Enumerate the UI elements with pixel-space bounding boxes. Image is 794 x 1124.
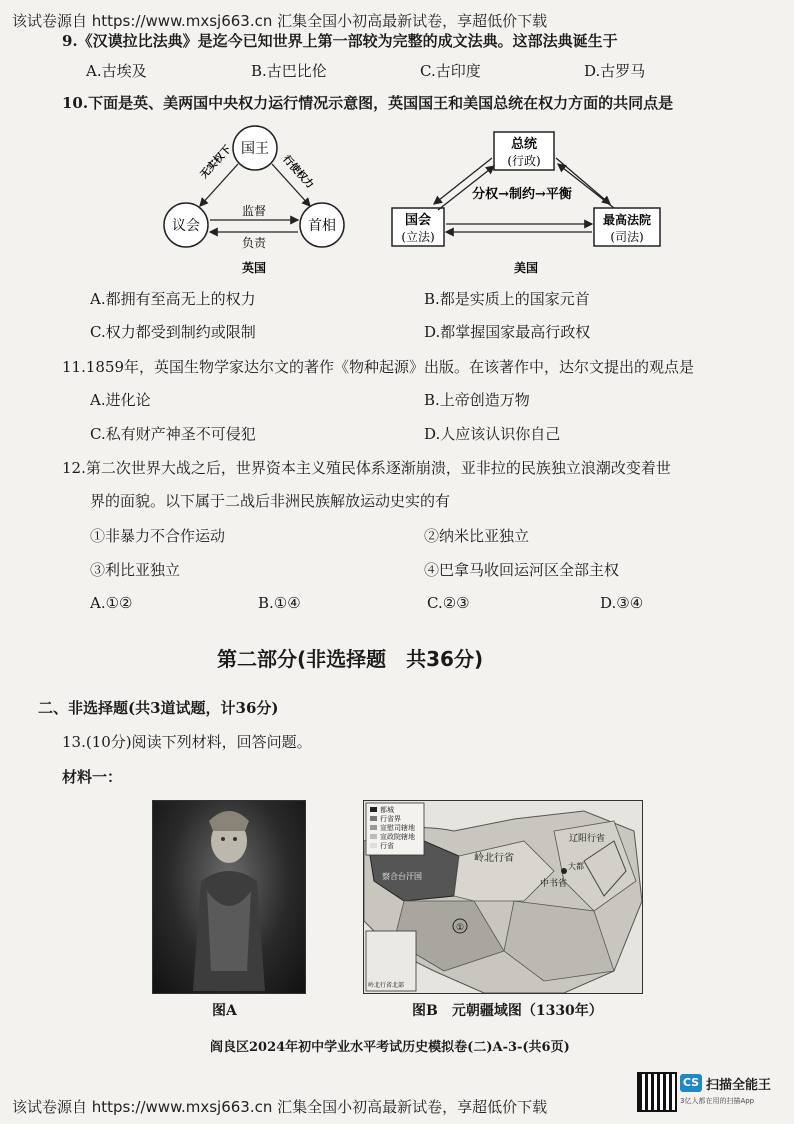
material-1-label: 材料一： [62, 768, 123, 786]
q9-option-c: C.古印度 [420, 62, 481, 80]
q12-option-c: C.②③ [427, 594, 470, 612]
us-caption: 美国 [513, 261, 539, 275]
q10-stem: 10.下面是英、美两国中央权力运行情况示意图，英国国王和美国总统在权力方面的共同点是 [62, 94, 674, 112]
q12-option-d: D.③④ [600, 594, 644, 612]
uk-left-arrow-label: 无实权下 [198, 143, 234, 181]
map-label-circle-1: ① [456, 923, 465, 933]
watermark-top: 该试卷源自 https://www.mxsj663.cn 汇集全国小初高最新试卷，享超低价下载 [12, 12, 548, 30]
q12-item-2: ②纳米比亚独立 [424, 527, 530, 545]
q12-option-a: A.①② [90, 594, 133, 612]
map-label-chagatai: 察合台汗国 [382, 872, 422, 881]
q10-option-d: D.都掌握国家最高行政权 [424, 323, 591, 341]
us-president: 总统 [510, 137, 538, 152]
part2-title: 第二部分(非选择题 共36分) [217, 647, 484, 671]
q9-option-a: A.古埃及 [86, 62, 147, 80]
q12-item-1: ①非暴力不合作运动 [90, 527, 226, 545]
q12-option-b: B.①④ [258, 594, 301, 612]
scanner-app-name: 扫描全能王 [706, 1078, 772, 1093]
statue-illustration [153, 801, 305, 993]
uk-responsible-label: 负责 [241, 236, 267, 250]
uk-power-diagram [150, 120, 360, 280]
figure-b-caption: 图B 元朝疆域图（1330年） [412, 1003, 603, 1019]
scanner-tagline: 3亿人都在用的扫描App [680, 1097, 755, 1105]
map-label-inset: 岭北行省北部 [368, 982, 405, 989]
q12-item-4: ④巴拿马收回运河区全部主权 [424, 561, 620, 579]
uk-king: 国王 [241, 141, 269, 157]
q9-option-b: B.古巴比伦 [251, 62, 327, 80]
uk-supervise-label: 监督 [241, 204, 267, 218]
section-2-heading: 二、非选择题(共3道试题，计36分) [38, 699, 279, 717]
figure-a-photo [152, 800, 306, 994]
us-court: 最高法院 [602, 213, 652, 227]
legend-province: 行省 [380, 842, 394, 850]
scanner-logo-icon: CS [680, 1074, 702, 1092]
q10-option-c: C.权力都受到制约或限制 [90, 323, 256, 341]
map-label-liaoyang: 辽阳行省 [569, 834, 606, 844]
q11-option-d: D.人应该认识你自己 [424, 425, 561, 443]
q9-option-d: D.古罗马 [584, 62, 646, 80]
q11-option-b: B.上帝创造万物 [424, 391, 530, 409]
uk-pm: 首相 [308, 218, 336, 234]
q11-option-c: C.私有财产神圣不可侵犯 [90, 425, 256, 443]
us-power-diagram [388, 128, 668, 280]
q10-option-b: B.都是实质上的国家元首 [424, 290, 590, 308]
map-label-zhongshu: 中书省 [540, 879, 568, 889]
legend-capital: 都城 [380, 806, 394, 814]
watermark-bottom: 该试卷源自 https://www.mxsj663.cn 汇集全国小初高最新试卷，享超低价下载 [12, 1098, 548, 1116]
q11-option-a: A.进化论 [90, 391, 151, 409]
q12-stem-line1: 12.第二次世界大战之后，世界资本主义殖民体系逐渐崩溃，亚非拉的民族独立浪潮改变着世 [62, 459, 671, 477]
us-court-sub: (司法) [610, 230, 644, 244]
legend-xuanwei: 宣慰司辖地 [380, 824, 415, 832]
figure-a-caption: 图A [212, 1003, 237, 1019]
q9-stem: 9.《汉谟拉比法典》是迄今已知世界上第一部较为完整的成文法典。这部法典诞生于 [62, 32, 618, 50]
us-president-sub: (行政) [507, 154, 541, 168]
map-label-lingbei: 岭北行省 [474, 853, 514, 864]
legend-xuanzheng: 宣政院辖地 [380, 833, 415, 841]
q12-item-3: ③利比亚独立 [90, 561, 181, 579]
q12-stem-line2: 界的面貌。以下属于二战后非洲民族解放运动史实的有 [90, 492, 451, 510]
page-footer: 阎良区2024年初中学业水平考试历史模拟卷(二)A-3-(共6页) [210, 1040, 570, 1055]
q13-stem: 13.(10分)阅读下列材料，回答问题。 [62, 733, 312, 751]
map-label-dadu: 大都 [568, 862, 584, 871]
q11-stem: 11.1859年，英国生物学家达尔文的著作《物种起源》出版。在该著作中，达尔文提出的观点是 [62, 358, 695, 376]
uk-caption: 英国 [241, 261, 267, 275]
yuan-territory-map [364, 801, 642, 993]
uk-parliament: 议会 [172, 218, 200, 234]
us-center-label: 分权→制约→平衡 [472, 187, 572, 202]
us-congress: 国会 [404, 213, 432, 228]
uk-right-arrow-label: 行使权力 [280, 153, 316, 191]
us-congress-sub: (立法) [401, 230, 435, 244]
legend-province-border: 行省界 [380, 815, 401, 823]
qr-code-icon [637, 1072, 677, 1112]
figure-b-map [363, 800, 643, 994]
q10-option-a: A.都拥有至高无上的权力 [90, 290, 256, 308]
